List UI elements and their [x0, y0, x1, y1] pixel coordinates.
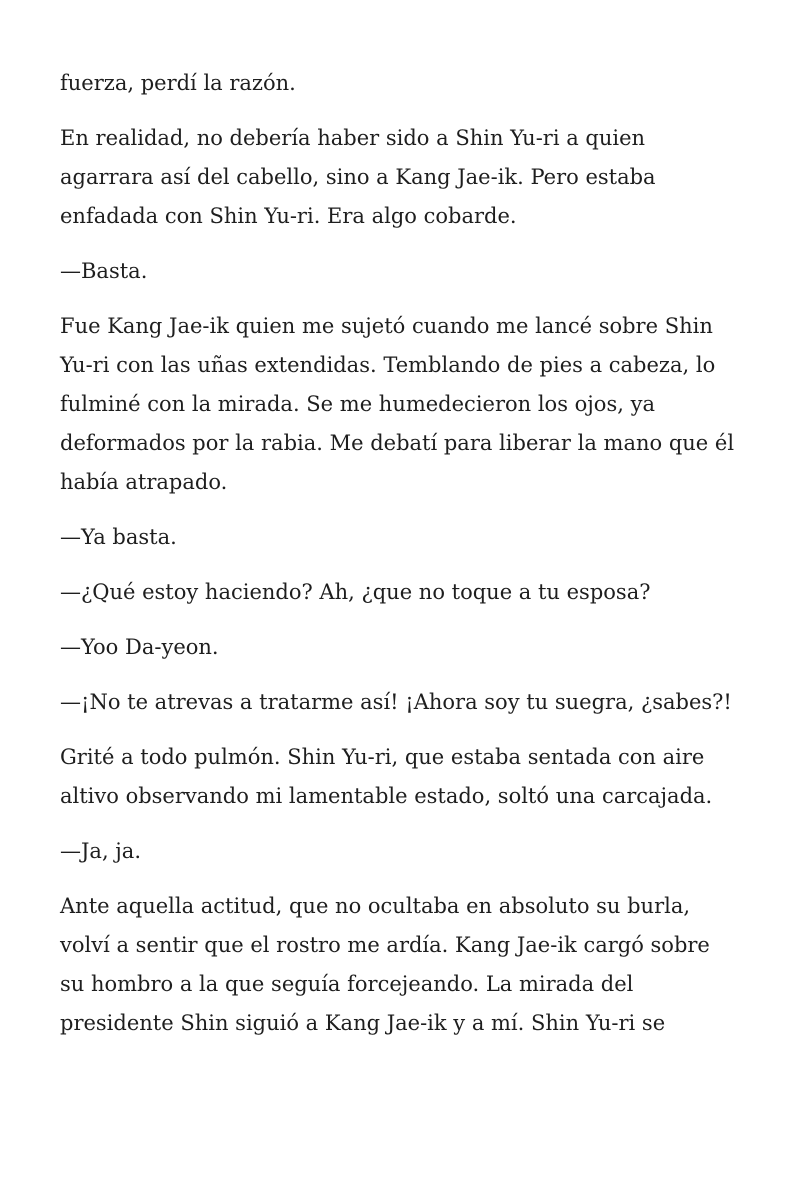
paragraph: —Ya basta.	[60, 525, 177, 549]
paragraph: fuerza, perdí la razón.	[60, 71, 296, 95]
paragraph: —¡No te atrevas a tratarme así! ¡Ahora soy tu suegra, ¿sabes?!	[60, 690, 732, 714]
paragraph: —Basta.	[60, 259, 148, 283]
paragraph: Ante aquella actitud, que no ocultaba en absoluto su burla, volví a sentir que el rostro me ardía. Kang Jae-ik cargó sobre su hombro a la que seguía forcejeando. La mirada del presidente Shin siguió a Kang Jae-ik y a mí. Shin Yu-ri se	[60, 894, 710, 1035]
paragraph: En realidad, no debería haber sido a Shin Yu-ri a quien agarrara así del cabello, sino a Kang Jae-ik. Pero estaba enfadada con Shin Yu-ri. Era algo cobarde.	[60, 126, 656, 228]
paragraph: —¿Qué estoy haciendo? Ah, ¿que no toque a tu esposa?	[60, 580, 651, 604]
paragraph: —Yoo Da-yeon.	[60, 635, 219, 659]
paragraph: Grité a todo pulmón. Shin Yu-ri, que estaba sentada con aire altivo observando mi lamentable estado, soltó una carcajada.	[60, 745, 713, 808]
paragraph: Fue Kang Jae-ik quien me sujetó cuando me lancé sobre Shin Yu-ri con las uñas extendidas. Temblando de pies a cabeza, lo fulminé con la mirada. Se me humedecieron los ojos, ya deformados por la rabia. Me debatí para liberar la mano que él había atrapado.	[60, 314, 735, 494]
paragraph: —Ja, ja.	[60, 839, 141, 863]
